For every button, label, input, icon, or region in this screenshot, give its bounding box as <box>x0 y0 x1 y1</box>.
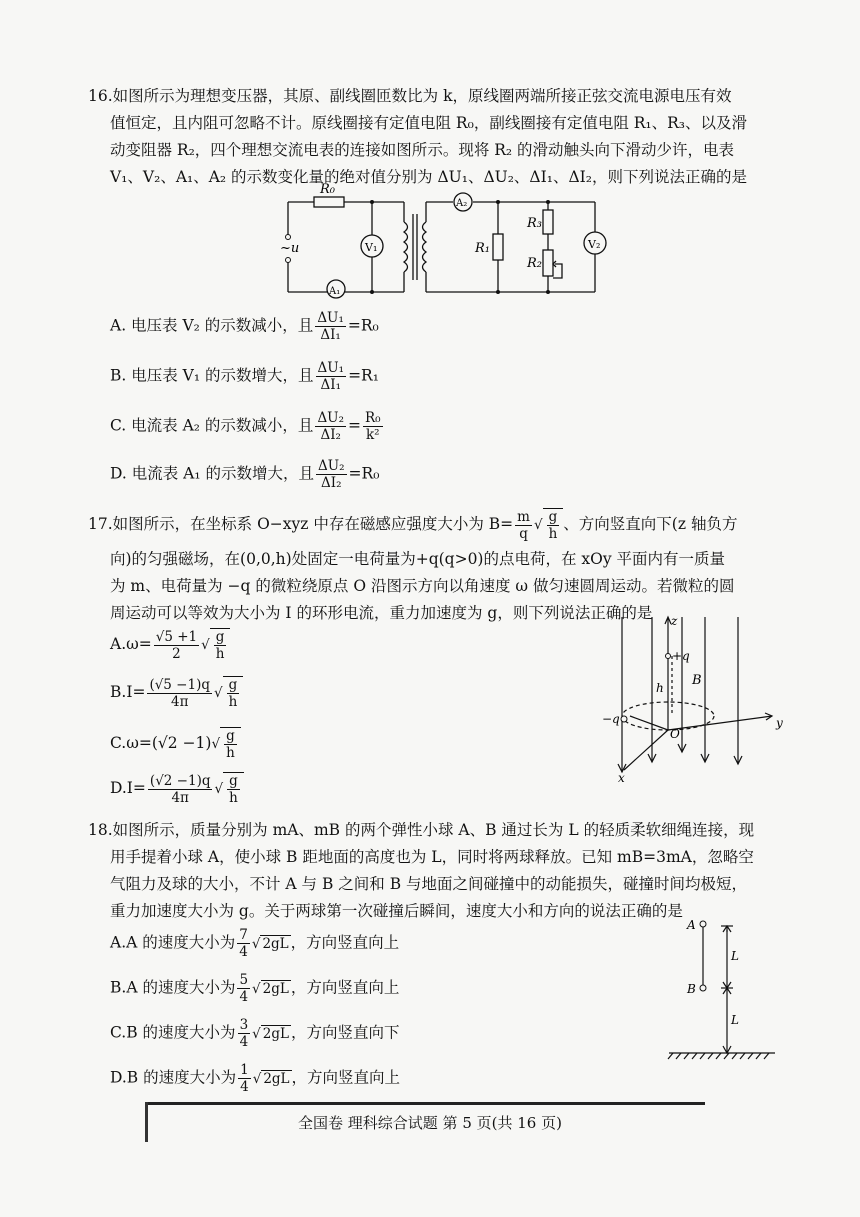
length-label-1: L <box>731 949 739 963</box>
plus-q-label: +q <box>672 649 690 663</box>
q16-option-d: D. 电流表 A₁ 的示数增大，且 $\frac{\text{ΔU₂}}{\text{ΔI₂}}$ =R₀ <box>110 458 380 491</box>
label-r2: R₂ <box>527 256 542 271</box>
q17-line3: 为 m、电荷量为 −q 的微粒绕原点 O 沿图示方向以角速度 ω 做匀速圆周运动。若微粒的圆 <box>110 577 735 595</box>
label-u: ~u <box>280 241 300 256</box>
magnetic-field-diagram <box>600 612 790 787</box>
ball-a-label: A <box>687 918 696 932</box>
label-v1: V₁ <box>365 241 378 254</box>
h-label: h <box>656 681 664 695</box>
q16-option-b: B. 电压表 V₁ 的示数增大，且 $\frac{\text{ΔU₁}}{\text{ΔI₁}}$ =R₁ <box>110 360 379 393</box>
q17-option-c: C.ω=(√2 −1)√ $\frac{g}{h}$ <box>110 727 241 761</box>
q17-option-d: D.I= $\frac{(√2 -1)q}{4\pi}$ √ $\frac{g}{h}$ <box>110 772 244 806</box>
axis-x-label: x <box>618 771 625 785</box>
q16-line1: 16.如图所示为理想变压器，其原、副线圈匝数比为 k，原线圈两端所接正弦交流电源电压有效 <box>88 87 732 105</box>
label-r1: R₁ <box>475 241 490 256</box>
label-v2: V₂ <box>588 238 601 251</box>
length-label-2: L <box>731 1013 739 1027</box>
q16-line4: V₁、V₂、A₁、A₂ 的示数变化量的绝对值分别为 ΔU₁、ΔU₂、ΔI₁、ΔI₂，则下列说法正确的是 <box>110 168 747 186</box>
q18-line2: 用手提着小球 A，使小球 B 距地面的高度也为 L，同时将两球释放。已知 mB=3mA，忽略空 <box>110 848 754 866</box>
two-balls-diagram <box>665 912 785 1062</box>
q18-line4: 重力加速度大小为 g。关于两球第一次碰撞后瞬间，速度大小和方向的说法正确的是 <box>110 902 683 920</box>
transformer-circuit-diagram <box>280 182 610 302</box>
b-field-label: B <box>692 673 702 688</box>
q16-line3: 动变阻器 R₂，四个理想交流电表的连接如图所示。现将 R₂ 的滑动触头向下滑动少许，电表 <box>110 141 735 159</box>
q17-line4: 周运动可以等效为大小为 I 的环形电流，重力加速度为 g，则下列说法正确的是 <box>110 604 653 622</box>
ball-b-label: B <box>687 982 696 996</box>
q18-line1: 18.如图所示，质量分别为 mA、mB 的两个弹性小球 A、B 通过长为 L 的轻质柔软细绳连接，现 <box>88 821 755 839</box>
q16-option-c: C. 电流表 A₂ 的示数减小，且 $\frac{\text{ΔU₂}}{\text{ΔI₂}}$ = $\frac{\text{R₀}}{\text{k²}}$ <box>110 410 381 443</box>
scan-edge <box>145 1102 705 1105</box>
axis-y-label: y <box>776 716 783 730</box>
label-a2: A₂ <box>456 198 468 209</box>
minus-q-label: −q <box>602 712 620 726</box>
q17-line1: 17.如图所示，在坐标系 O−xyz 中存在磁感应强度大小为 B= $\frac{m}{q}$ √ $\frac{g}{h}$ 、方向竖直向下(z 轴负方 <box>88 508 738 542</box>
page-footer: 全国卷 理科综合试题 第 5 页(共 16 页) <box>298 1114 562 1132</box>
q17-option-a: A.ω= $\frac{√5 +1}{2}$ √ $\frac{g}{h}$ <box>110 628 230 662</box>
q16-line2: 值恒定，且内阻可忽略不计。原线圈接有定值电阻 R₀，副线圈接有定值电阻 R₁、R₃、以及滑 <box>110 114 748 132</box>
q18-line3: 气阻力及球的大小，不计 A 与 B 之间和 B 与地面之间碰撞中的动能损失，碰撞时间均极短， <box>110 875 748 893</box>
q18-option-d: D.B 的速度大小为 $\frac{1}{4}$ √ 2gL ，方向竖直向上 <box>110 1062 401 1095</box>
label-a1: A₁ <box>329 286 341 297</box>
q18-option-c: C.B 的速度大小为 $\frac{3}{4}$ √ 2gL ，方向竖直向下 <box>110 1017 400 1050</box>
q18-option-b: B.A 的速度大小为 $\frac{5}{4}$ √ 2gL ，方向竖直向上 <box>110 972 400 1005</box>
axis-z-label: z <box>671 614 678 628</box>
q17-line2: 向)的匀强磁场，在(0,0,h)处固定一电荷量为+q(q>0)的点电荷，在 xOy 平面内有一质量 <box>110 550 726 568</box>
q17-option-b: B.I= $\frac{(√5 -1)q}{4\pi}$ √ $\frac{g}{h}$ <box>110 676 243 710</box>
label-r0: R₀ <box>320 182 335 197</box>
origin-label: O <box>670 727 680 741</box>
q16-option-a: A. 电压表 V₂ 的示数减小，且 $\frac{\text{ΔU₁}}{\text{ΔI₁}}$ =R₀ <box>110 310 379 343</box>
q18-option-a: A.A 的速度大小为 $\frac{7}{4}$ √ 2gL ，方向竖直向上 <box>110 927 400 960</box>
label-r3: R₃ <box>527 216 542 231</box>
